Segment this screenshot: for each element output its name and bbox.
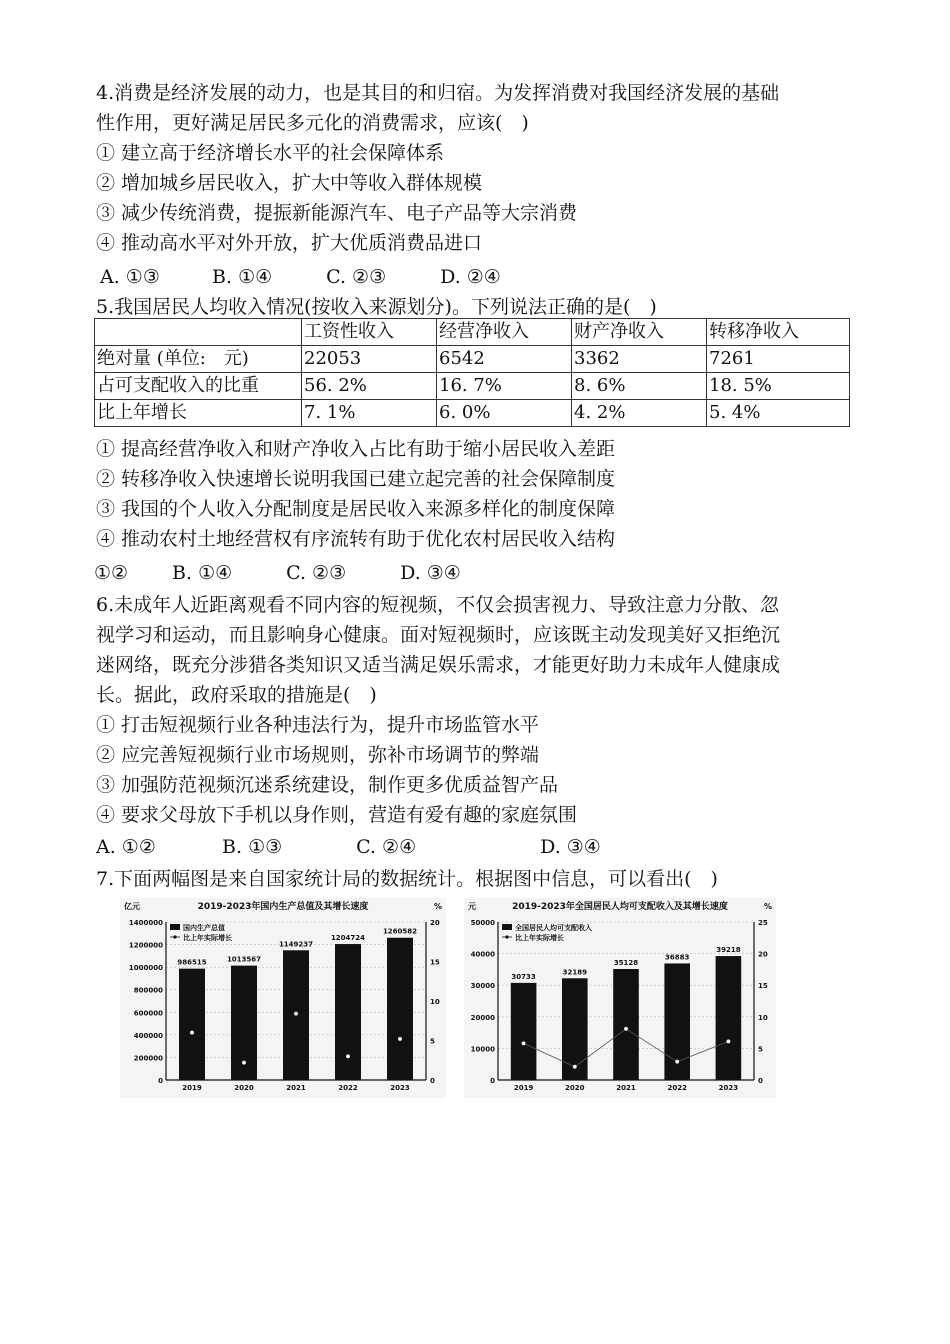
q5-option-a[interactable]: ①② (94, 562, 129, 584)
growth-point (624, 1027, 628, 1031)
y2-tick-label: 5 (430, 1037, 435, 1046)
gdp-chart-svg (120, 898, 446, 1098)
q4-item-2: ② 增加城乡居民收入，扩大中等收入群体规模 (96, 172, 483, 194)
q5-item-2: ② 转移净收入快速增长说明我国已建立起完善的社会保障制度 (96, 468, 616, 490)
q4-option-a[interactable]: A. ①③ (100, 266, 160, 288)
legend-label: 全国居民人均可支配收入 (515, 924, 592, 932)
table-header-cell (95, 319, 302, 346)
q4-options (100, 264, 501, 290)
growth-point (346, 1055, 350, 1059)
q5-option-c[interactable]: C. ②③ (286, 562, 347, 584)
income-chart-svg (464, 898, 776, 1098)
bar-value-label: 30733 (511, 972, 536, 981)
y-tick-label: 800000 (133, 986, 163, 995)
table-cell: 5. 4% (707, 400, 850, 427)
growth-point (190, 1031, 194, 1035)
q6-option-c[interactable]: C. ②④ (356, 836, 417, 858)
table-cell: 18. 5% (707, 373, 850, 400)
q4-item-4: ④ 推动高水平对外开放，扩大优质消费品进口 (96, 232, 483, 254)
right-axis-unit: % (764, 902, 773, 911)
bar-value-label: 35128 (613, 958, 639, 967)
table-cell: 4. 2% (572, 400, 707, 427)
legend-label: 比上年实际增长 (515, 934, 564, 942)
growth-point (573, 1065, 577, 1069)
bar (387, 938, 413, 1080)
bar (613, 969, 639, 1080)
table-cell: 占可支配收入的比重 (95, 373, 302, 400)
table-row (95, 346, 850, 373)
legend-label: 国内生产总值 (183, 924, 225, 932)
legend-label: 比上年实际增长 (183, 934, 232, 942)
table-row (95, 400, 850, 427)
y2-tick-label: 10 (758, 1013, 768, 1022)
q6-option-d[interactable]: D. ③④ (540, 836, 601, 858)
q6-stem-line2: 视学习和运动，而且影响身心健康。面对短视频时，应该既主动发现美好又拒绝沉 (96, 624, 781, 646)
y-tick-label: 0 (158, 1077, 163, 1085)
y2-tick-label: 15 (758, 982, 768, 991)
y-tick-label: 10000 (470, 1045, 495, 1054)
income-table (94, 318, 850, 427)
table-header-cell: 转移净收入 (707, 319, 850, 346)
y2-tick-label: 10 (430, 998, 440, 1006)
y-tick-label: 1200000 (128, 941, 163, 950)
y2-tick-label: 25 (758, 919, 768, 927)
q6-options (96, 834, 601, 860)
legend-swatch-point (173, 935, 176, 938)
q6-stem-line3: 迷网络，既充分涉猎各类知识又适当满足娱乐需求，才能更好助力未成年人健康成 (96, 654, 781, 676)
bar-value-label: 39218 (716, 946, 741, 955)
q6-option-b[interactable]: B. ①③ (222, 836, 283, 858)
x-tick-label: 2021 (616, 1084, 636, 1092)
table-cell: 8. 6% (572, 373, 707, 400)
q5-item-4: ④ 推动农村土地经营权有序流转有助于优化农村居民收入结构 (96, 528, 616, 550)
x-tick-label: 2019 (182, 1084, 202, 1092)
table-cell: 22053 (302, 346, 437, 373)
bar-value-label: 1260582 (382, 927, 418, 936)
bar-value-label: 986515 (177, 958, 207, 967)
growth-point (242, 1061, 246, 1065)
q6-option-a[interactable]: A. ①② (96, 836, 156, 858)
y2-tick-label: 0 (758, 1077, 763, 1085)
table-header-cell: 工资性收入 (302, 319, 437, 346)
table-cell: 3362 (572, 346, 707, 373)
x-tick-label: 2019 (513, 1084, 534, 1092)
y-tick-label: 600000 (133, 1009, 163, 1018)
x-tick-label: 2020 (565, 1084, 585, 1092)
q6-stem-line4: 长。据此，政府采取的措施是( ) (96, 684, 377, 706)
y2-tick-label: 20 (430, 919, 440, 927)
growth-point (294, 1012, 298, 1016)
table-cell: 7261 (707, 346, 850, 373)
left-axis-unit: 亿元 (124, 902, 140, 911)
y-tick-label: 200000 (133, 1054, 163, 1063)
growth-point (727, 1040, 731, 1044)
table-cell: 7. 1% (302, 400, 437, 427)
bar (511, 983, 537, 1080)
q4-stem-line2: 性作用，更好满足居民多元化的消费需求，应该( ) (96, 112, 529, 134)
bar-value-label: 1204724 (330, 934, 366, 943)
q5-options (94, 560, 461, 586)
q6-item-1: ① 打击短视频行业各种违法行为，提升市场监管水平 (96, 714, 540, 736)
table-header-row (95, 319, 850, 346)
q4-item-3: ③ 减少传统消费，提振新能源汽车、电子产品等大宗消费 (96, 202, 578, 224)
table-row (95, 373, 850, 400)
growth-point (398, 1037, 402, 1041)
table-header-cell: 经营净收入 (437, 319, 572, 346)
bar (335, 944, 361, 1080)
table-cell: 比上年增长 (95, 400, 302, 427)
y2-tick-label: 20 (758, 950, 768, 959)
table-cell: 6. 0% (437, 400, 572, 427)
growth-point (675, 1060, 679, 1064)
y-tick-label: 40000 (470, 950, 495, 959)
bar-value-label: 36883 (665, 953, 690, 962)
q5-item-3: ③ 我国的个人收入分配制度是居民收入来源多样化的制度保障 (96, 498, 616, 520)
q5-option-b[interactable]: B. ①④ (172, 562, 233, 584)
x-tick-label: 2020 (234, 1084, 254, 1092)
chart-title: 2019-2023年全国居民人均可支配收入及其增长速度 (512, 902, 728, 912)
q4-option-d[interactable]: D. ②④ (440, 266, 501, 288)
y2-tick-label: 5 (758, 1045, 763, 1054)
y-tick-label: 50000 (470, 919, 495, 927)
y-tick-label: 0 (490, 1077, 495, 1085)
right-axis-unit: % (434, 902, 443, 911)
gdp-chart (120, 898, 446, 1098)
q6-stem-line1: 6.未成年人近距离观看不同内容的短视频，不仅会损害视力、导致注意力分散、忽 (96, 594, 780, 616)
bar-value-label: 1149237 (278, 940, 314, 949)
y-tick-label: 1000000 (128, 964, 163, 973)
q5-item-1: ① 提高经营净收入和财产净收入占比有助于缩小居民收入差距 (96, 438, 616, 460)
table-cell: 56. 2% (302, 373, 437, 400)
q6-item-4: ④ 要求父母放下手机以身作则，营造有爱有趣的家庭氛围 (96, 804, 578, 826)
income-chart (464, 898, 776, 1098)
table-header-cell: 财产净收入 (572, 319, 707, 346)
table-cell: 绝对量 (单位: 元) (95, 346, 302, 373)
q4-item-1: ① 建立高于经济增长水平的社会保障体系 (96, 142, 445, 164)
y-tick-label: 30000 (470, 982, 495, 991)
y-tick-label: 1400000 (128, 919, 163, 927)
q7-stem: 7.下面两幅图是来自国家统计局的数据统计。根据图中信息，可以看出( ) (96, 868, 718, 890)
x-tick-label: 2021 (286, 1084, 306, 1092)
y2-tick-label: 15 (430, 958, 440, 967)
q6-item-2: ② 应完善短视频行业市场规则，弥补市场调节的弊端 (96, 744, 540, 766)
legend-swatch-bar (170, 924, 180, 930)
q4-stem-line1: 4.消费是经济发展的动力，也是其目的和归宿。为发挥消费对我国经济发展的基础 (96, 82, 780, 104)
x-tick-label: 2023 (718, 1084, 739, 1092)
q5-option-d[interactable]: D. ③④ (400, 562, 461, 584)
table-cell: 16. 7% (437, 373, 572, 400)
bar (716, 956, 742, 1080)
bar (179, 969, 205, 1080)
table-cell: 6542 (437, 346, 572, 373)
growth-point (522, 1042, 526, 1046)
bar-value-label: 1013567 (226, 955, 262, 964)
legend-swatch-point (505, 935, 508, 938)
q6-item-3: ③ 加强防范视频沉迷系统建设，制作更多优质益智产品 (96, 774, 559, 796)
x-tick-label: 2022 (338, 1084, 358, 1092)
bar-value-label: 32189 (562, 968, 587, 977)
y2-tick-label: 0 (430, 1077, 435, 1085)
y-tick-label: 20000 (470, 1013, 495, 1022)
left-axis-unit: 元 (468, 902, 476, 911)
y-tick-label: 400000 (133, 1031, 163, 1040)
q4-option-b[interactable]: B. ①④ (212, 266, 273, 288)
q4-option-c[interactable]: C. ②③ (326, 266, 387, 288)
q5-stem: 5.我国居民人均收入情况(按收入来源划分)。下列说法正确的是( ) (96, 296, 657, 318)
chart-title: 2019-2023年国内生产总值及其增长速度 (197, 902, 369, 912)
x-tick-label: 2022 (667, 1084, 687, 1092)
legend-swatch-bar (502, 924, 512, 930)
x-tick-label: 2023 (390, 1084, 410, 1092)
